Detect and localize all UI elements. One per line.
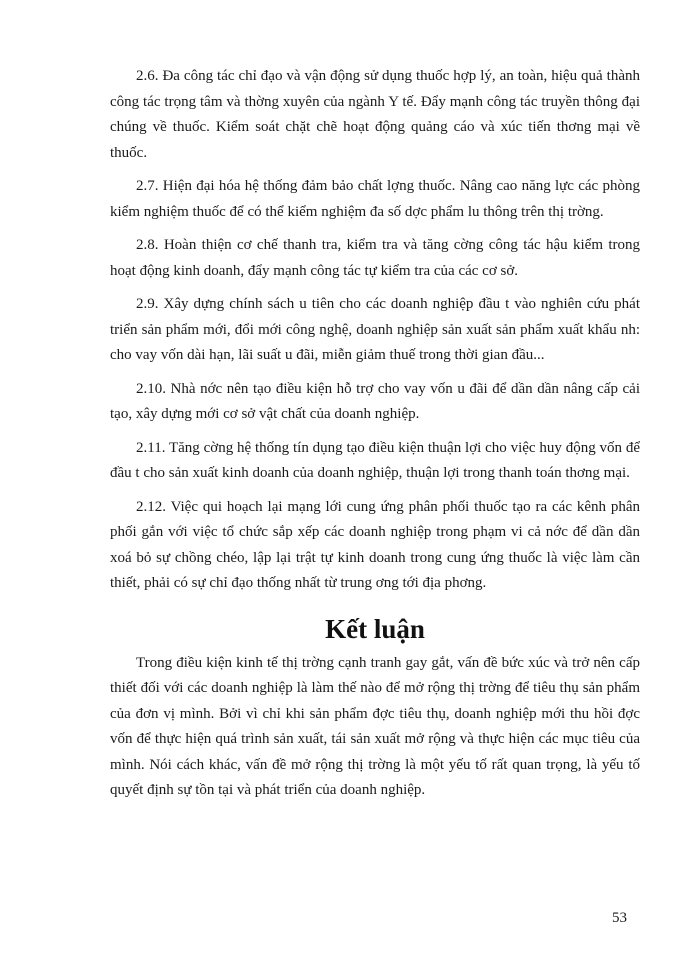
paragraph-2-12: 2.12. Việc qui hoạch lại mạng lới cung ứng phân phối thuốc tạo ra các kênh phân phối gắn với việc tổ chức sắp xếp các doanh nghiệp trong phạm vi cả nớc để dần dần xoá bỏ sự chồng chéo, lập lại trật tự kinh doanh trong cung ứng thuốc là việc làm cần thiết, phải có sự chỉ đạo thống nhất từ trung ơng tới địa phơng. [110,498,640,591]
section-heading: Kết luận [325,613,425,644]
conclusion-paragraph: Trong điều kiện kinh tế thị trờng cạnh tranh gay gắt, vấn đề bức xúc và trở nên cấp thiết đối với các doanh nghiệp là làm thế nào để mở rộng thị trờng để tiêu thụ sản phẩm của đơn vị mình. Bởi vì chỉ khi sản phẩm đợc tiêu thụ, doanh nghiệp mới thu hồi đợc vốn để thực hiện quá trình sản xuất, tái sản xuất mở rộng và thực hiện các mục tiêu của mình. Nói cách khác, vấn đề mở rộng thị trờng là một yếu tố rất quan trọng, là yếu tố quyết định sự tồn tại và phát triển của doanh nghiệp. [110,654,640,798]
page-number: 53 [612,910,627,926]
document-page [110,64,640,804]
paragraph-2-9: 2.9. Xây dựng chính sách u tiên cho các doanh nghiệp đầu t vào nghiên cứu phát triển sản phẩm mới, đổi mới công nghệ, doanh nghiệp sản xuất sản phẩm xuất khẩu nh: cho vay vốn dài hạn, lãi suất u đãi, miễn giảm thuế trong thời gian đầu... [110,296,640,363]
paragraph-2-8: 2.8. Hoàn thiện cơ chế thanh tra, kiểm tra và tăng cờng công tác hậu kiểm trong hoạt động kinh doanh, đẩy mạnh công tác tự kiểm tra của các cơ sở. [110,237,640,279]
paragraph-2-6: 2.6. Đa công tác chỉ đạo và vận động sử dụng thuốc hợp lý, an toàn, hiệu quả thành công tác trọng tâm và thờng xuyên của ngành Y tế. Đẩy mạnh công tác truyền thông đại chúng về thuốc. Kiểm soát chặt chẽ hoạt động quảng cáo và xúc tiến thơng mại về thuốc. [110,68,640,161]
paragraph-2-7: 2.7. Hiện đại hóa hệ thống đảm bảo chất lợng thuốc. Nâng cao năng lực các phòng kiểm nghiệm thuốc để có thể kiểm nghiệm đa số dợc phẩm lu thông trên thị trờng. [110,178,640,220]
paragraph-2-11: 2.11. Tăng cờng hệ thống tín dụng tạo điều kiện thuận lợi cho việc huy động vốn để đầu t cho sản xuất kinh doanh của doanh nghiệp, thuận lợi trong thanh toán thơng mại. [110,439,640,481]
paragraph-2-10: 2.10. Nhà nớc nên tạo điều kiện hỗ trợ cho vay vốn u đãi để dần dần nâng cấp cải tạo, xây dựng mới cơ sở vật chất của doanh nghiệp. [110,380,640,422]
